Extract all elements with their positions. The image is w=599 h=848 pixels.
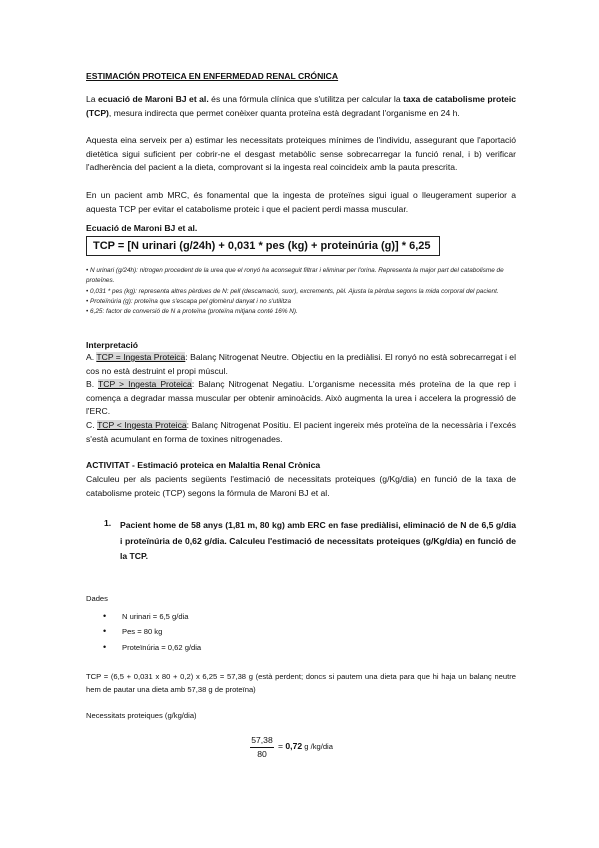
fraction-bar bbox=[250, 747, 274, 748]
question-text: Pacient home de 58 anys (1,81 m, 80 kg) amb ERC en fase prediàlisi, eliminació de N de 6,5 g/dia i proteïnúria de 0,62 g/dia. Calculeu l'estimació de necessitats proteiques (g/Kg/dia) en funció de la TCP. bbox=[120, 520, 516, 561]
interpretation-item-c: C. TCP < Ingesta Proteica: Balanç Nitrogenat Positiu. El pacient ingereix més proteïna de la necessària i l'excés s'està acumulant en forma de toxines nitrogenades. bbox=[86, 420, 517, 444]
data-item: • Pes = 80 kg bbox=[86, 627, 201, 642]
interpretation-item-a: A. TCP = Ingesta Proteica: Balanç Nitrogenat Neutre. Objectiu en la prediàlisi. El ronyó no està sobrecarregat i el cos no està destruint el propi múscul. bbox=[86, 352, 516, 376]
equation-notes bbox=[86, 266, 516, 317]
formula-box bbox=[86, 236, 440, 256]
interpretation-heading: Interpretació bbox=[86, 340, 139, 350]
note-item: • Proteïnúria (g): proteïna que s'escapa pel glomèrul danyat i no s'utilitza bbox=[86, 297, 292, 305]
intro-paragraph-3: En un pacient amb MRC, és fonamental que la ingesta de proteïnes sigui igual o lleugerament superior a aquesta TCP per evitar el catabolisme proteic i que el pacient perdi massa muscular. bbox=[86, 190, 516, 214]
fraction-numerator: 57,38 bbox=[251, 735, 273, 745]
highlight-tcp-less: TCP < Ingesta Proteica bbox=[97, 420, 187, 430]
question-number: 1. bbox=[104, 518, 112, 528]
note-item: • 6,25: factor de conversió de N a proteïna (proteïna mitjana conté 16% N). bbox=[86, 308, 298, 316]
calculation-text: TCP = (6,5 + 0,031 x 80 + 0,2) x 6,25 = 57,38 g (està perdent; doncs si pautem una dieta para que hi haja un balanç neutre hem de pautar una dieta amb 57,38 g de proteïna) bbox=[86, 672, 516, 694]
activity-text: Calculeu per als pacients següents l'estimació de necessitats proteiques (g/Kg/dia) en funció de la taxa de catabolisme proteic (TCP) segons la fórmula de Maroni BJ et al. bbox=[86, 474, 516, 498]
intro-paragraph-2: Aquesta eina serveix per a) estimar les necessitats proteiques mínimes de l'individu, assegurant que l'aportació dietètica sigui suficient per cobrir-ne el desgast metabòlic sense sobrecarregar la funció renal, i b) verificar l'adherència del pacient a la dieta, comprovant si la ingesta real coincideix amb la pauta prescrita. bbox=[86, 135, 516, 173]
highlight-tcp-greater: TCP > Ingesta Proteica bbox=[98, 379, 192, 389]
note-item: • N urinari (g/24h): nitrogen procedent de la urea que el ronyó ha aconseguit filtrar i eliminar per l'orina. Representa la major part del catabolisme de proteïnes. bbox=[86, 267, 504, 285]
needs-heading: Necessitats proteiques (g/kg/dia) bbox=[86, 711, 197, 720]
intro-paragraph-1: La ecuació de Maroni BJ et al. és una fórmula clínica que s'utilitza per calcular la taxa de catabolisme proteic (TCP), mesura indirecta que permet conèixer quanta proteïna està degradant l'organisme en 24 h. bbox=[86, 94, 517, 118]
highlight-tcp-equal: TCP = Ingesta Proteica bbox=[96, 352, 186, 362]
activity-heading: ACTIVITAT - Estimació proteica en Malaltia Renal Crònica bbox=[86, 460, 321, 470]
interpretation-item-b: B. TCP > Ingesta Proteica: Balanç Nitrogenat Negatiu. L'organisme necessita més proteïna de la que rep i comença a degradar massa muscular per obtenir aminoàcids. Això augmenta la urea i accelera la progressió de l'ERC. bbox=[86, 379, 516, 417]
equation-heading: Ecuació de Maroni BJ et al. bbox=[86, 223, 198, 233]
page-title: ESTIMACIÓN PROTEICA EN ENFERMEDAD RENAL CRÓNICA bbox=[86, 71, 339, 81]
note-item: • 0,031 * pes (kg): representa altres pèrdues de N: pell (descamació, suor), excrements, pèl. Ajusta la pèrdua segons la mida corporal del pacient. bbox=[86, 287, 499, 295]
fraction-denominator: 80 bbox=[257, 749, 267, 759]
data-item: • N urinari = 6,5 g/dia bbox=[86, 612, 201, 627]
result-value: 0,72 bbox=[285, 741, 303, 751]
data-heading: Dades bbox=[86, 594, 108, 603]
fraction-result: = 0,72 g /kg/dia bbox=[278, 741, 333, 751]
data-item: • Proteïnúria = 0,62 g/dia bbox=[86, 643, 201, 658]
formula-text: TCP = [N urinari (g/24h) + 0,031 * pes (kg) + proteinúria (g)] * 6,25 bbox=[93, 240, 431, 252]
data-list bbox=[86, 612, 201, 658]
